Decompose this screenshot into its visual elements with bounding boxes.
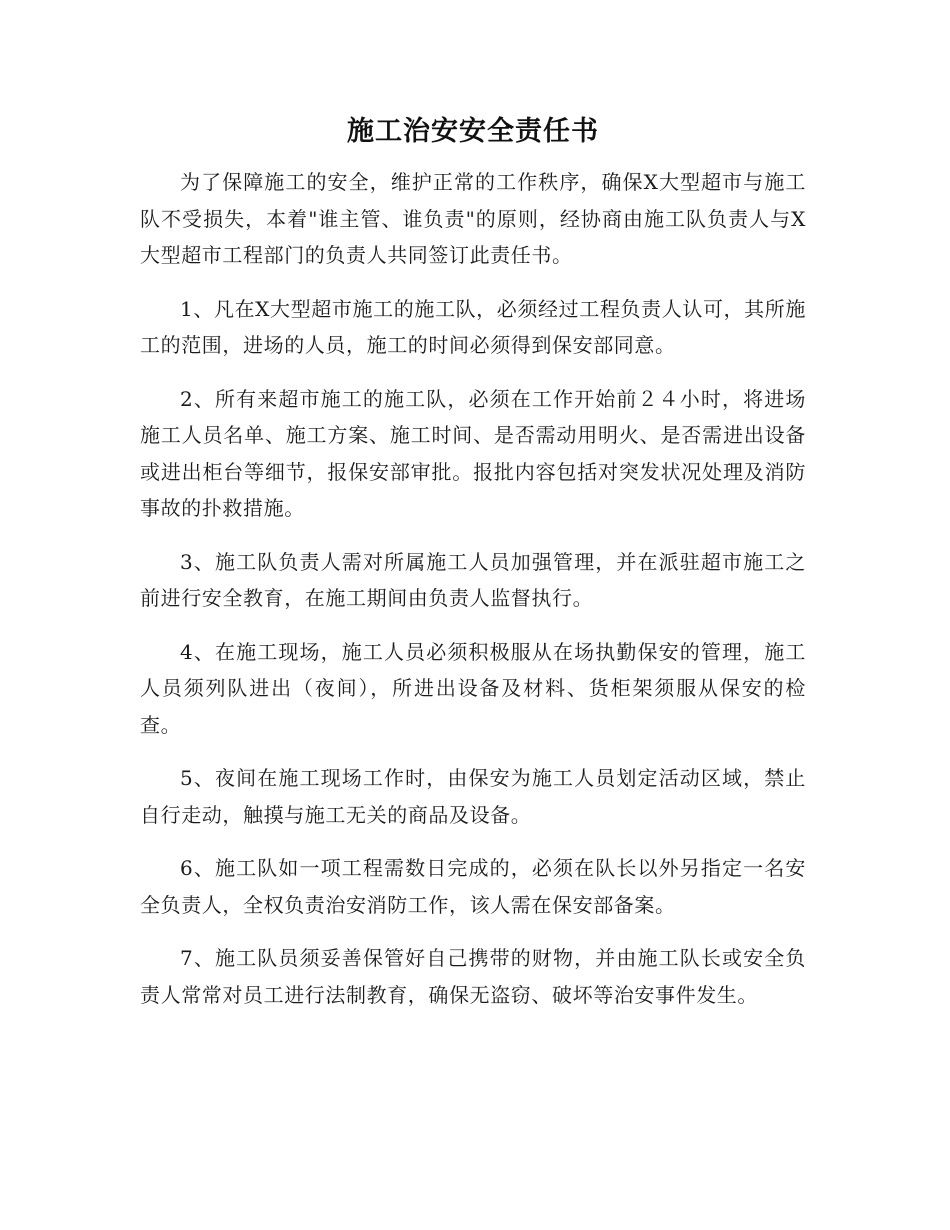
clause-4: 4、在施工现场，施工人员必须积极服从在场执勤保安的管理，施工人员须列队进出（夜间），所进出设备及材料、货柜架须服从保安的检查。 — [140, 639, 806, 737]
document-title: 施工治安安全责任书 — [347, 116, 599, 147]
clause-7: 7、施工队员须妥善保管好自己携带的财物，并由施工队长或安全负责人常常对员工进行法制教育，确保无盗窃、破坏等治安事件发生。 — [140, 946, 806, 1007]
clause-5: 5、夜间在施工现场工作时，由保安为施工人员划定活动区域，禁止自行走动，触摸与施工无关的商品及设备。 — [140, 766, 806, 827]
clause-3: 3、施工队负责人需对所属施工人员加强管理，并在派驻超市施工之前进行安全教育，在施工期间由负责人监督执行。 — [140, 549, 806, 610]
clause-6: 6、施工队如一项工程需数日完成的，必须在队长以外另指定一名安全负责人，全权负责治安消防工作，该人需在保安部备案。 — [140, 856, 806, 917]
intro-paragraph: 为了保障施工的安全，维护正常的工作秩序，确保X大型超市与施工队不受损失，本着"谁主管、谁负责"的原则，经协商由施工队负责人与X大型超市工程部门的负责人共同签订此责任书。 — [140, 170, 806, 267]
clause-2: 2、所有来超市施工的施工队，必须在工作开始前２４小时，将进场施工人员名单、施工方案、施工时间、是否需动用明火、是否需进出设备或进出柜台等细节，报保安部审批。报批内容包括对突发状况处理及消防事故的扑救措施。 — [140, 386, 806, 520]
document-page — [140, 110, 806, 1013]
clause-1: 1、凡在X大型超市施工的施工队，必须经过工程负责人认可，其所施工的范围，进场的人员，施工的时间必须得到保安部同意。 — [140, 296, 806, 357]
